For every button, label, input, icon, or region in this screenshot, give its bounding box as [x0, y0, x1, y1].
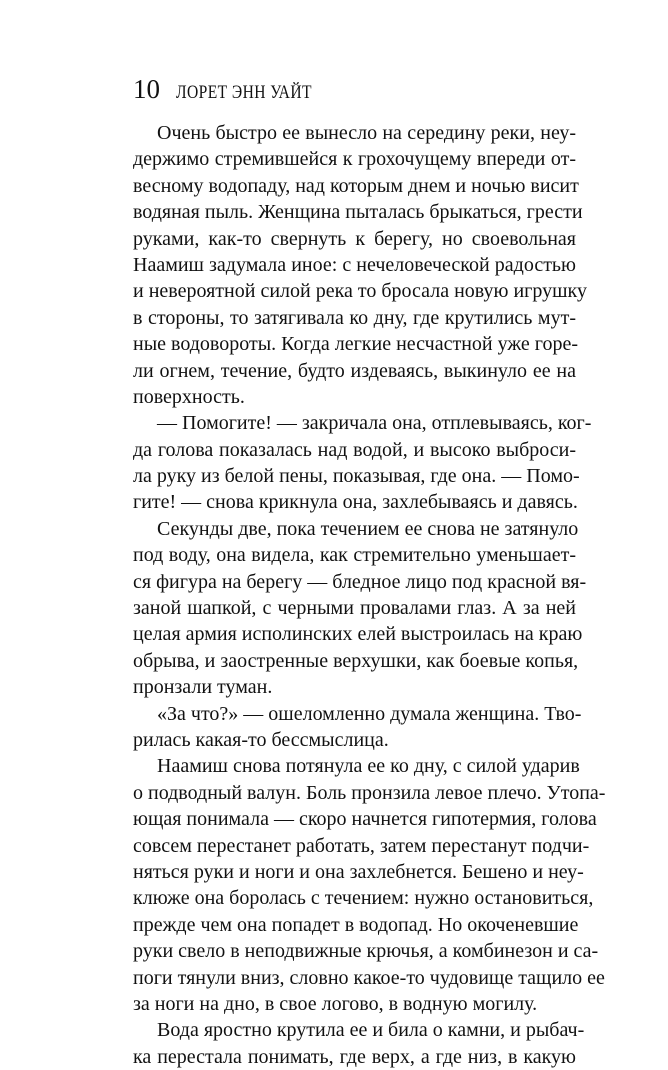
paragraph — [133, 753, 606, 1017]
text-line: в стороны, то затягивала ко дну, где крутились мут- — [133, 306, 576, 329]
paragraph — [133, 410, 592, 516]
running-head-author: ЛОРЕТ ЭНН УАЙТ — [176, 82, 312, 103]
text-line: да голова показалась над водой, и высоко выброси- — [133, 438, 576, 461]
text-line: ли огнем, течение, будто издеваясь, выкинуло ее на — [133, 359, 576, 382]
text-line: поги тянули вниз, словно какое-то чудовище тащило ее — [133, 966, 605, 989]
text-line: Секунды две, пока течением ее снова не затянуло — [157, 517, 579, 540]
text-line: прежде чем она попадет в водопад. Но окоченевшие — [133, 913, 579, 936]
text-line: няться руки и ноги и она захлебнется. Бешено и неу- — [133, 860, 584, 883]
text-line: за ноги на дно, в свое логово, в водную могилу. — [133, 992, 538, 1015]
text-line: заной шапкой, с черными провалами глаз. А за ней — [133, 597, 576, 620]
page-header — [133, 74, 342, 105]
text-line: поверхность. — [133, 385, 245, 408]
text-line: — Помогите! — закричала она, отплевываясь, ког- — [157, 412, 592, 435]
text-line: ся фигура на берегу — бледное лицо под красной вя- — [133, 570, 587, 593]
text-line: Вода яростно крутила ее и била о камни, и рыбач- — [157, 1019, 585, 1042]
text-line: клюже она боролась с течением: нужно остановиться, — [133, 887, 594, 910]
paragraph — [133, 516, 587, 701]
text-line: держимо стремившейся к грохочущему впереди от- — [133, 148, 576, 171]
text-line: под воду, она видела, как стремительно уменьшает- — [133, 544, 576, 567]
text-line: о подводный валун. Боль пронзила левое плечо. Утопа- — [133, 781, 606, 804]
text-line: Наамиш снова потянула ее ко дну, с силой ударив — [157, 755, 580, 778]
page-number: 10 — [133, 74, 160, 104]
text-line: целая армия исполинских елей выстроилась на краю — [133, 623, 583, 646]
text-line: и невероятной силой река то бросала новую игрушку — [133, 280, 587, 303]
text-line: рилась какая-то бессмыслица. — [133, 728, 389, 751]
text-line: водяная пыль. Женщина пыталась брыкаться, грести — [133, 201, 583, 224]
text-line: пронзали туман. — [133, 676, 273, 699]
text-line: «За что?» — ошеломленно думала женщина. Тво- — [157, 702, 582, 725]
paragraph — [133, 1017, 585, 1070]
body-text — [133, 120, 606, 1070]
text-line: ла руку из белой пены, показывая, где она. — Помо- — [133, 465, 580, 488]
text-line: весному водопаду, над которым днем и ночью висит — [133, 174, 579, 197]
text-line: ющая понимала — скоро начнется гипотермия, голова — [133, 808, 597, 831]
text-line: руками, как-то свернуть к берегу, но своевольная — [133, 227, 576, 250]
text-line: ные водовороты. Когда легкие несчастной уже горе- — [133, 333, 579, 356]
paragraph — [133, 120, 587, 410]
paragraph — [133, 701, 582, 754]
text-line: совсем перестанет работать, затем перестанут подчи- — [133, 834, 590, 857]
text-line: Наамиш задумала иное: с нечеловеческой радостью — [133, 253, 576, 276]
text-line: ка перестала понимать, где верх, а где низ, в какую — [133, 1045, 576, 1068]
text-line: обрыва, и заостренные верхушки, как боевые копья, — [133, 649, 579, 672]
text-line: руки свело в неподвижные крючья, а комбинезон и са- — [133, 940, 599, 963]
text-line: Очень быстро ее вынесло на середину реки, неу- — [157, 122, 576, 144]
text-line: гите! — снова крикнула она, захлебываясь и давясь. — [133, 491, 578, 514]
